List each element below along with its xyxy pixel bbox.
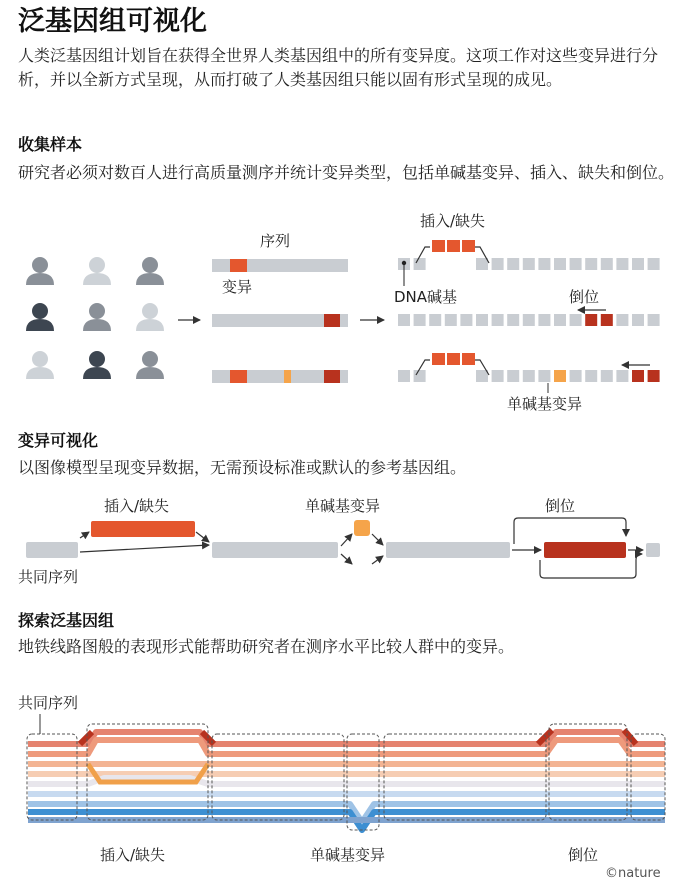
person-icon bbox=[136, 257, 164, 285]
dna-base bbox=[414, 370, 426, 382]
section-heading-visualize: 变异可视化 bbox=[18, 431, 99, 450]
dna-base bbox=[585, 370, 597, 382]
dna-base bbox=[601, 258, 613, 270]
dna-base bbox=[507, 370, 519, 382]
person-icon bbox=[83, 257, 111, 285]
label-inversion-metro: 倒位 bbox=[568, 846, 599, 864]
dna-base bbox=[570, 370, 582, 382]
dna-base bbox=[632, 258, 644, 270]
graph-node-consensus bbox=[26, 542, 78, 558]
label-indel: 插入/缺失 bbox=[420, 212, 486, 230]
dna-base bbox=[632, 370, 644, 382]
label-snv-graph: 单碱基变异 bbox=[305, 497, 381, 515]
dna-base bbox=[492, 258, 504, 270]
person-icon bbox=[26, 303, 54, 331]
label-sequence: 序列 bbox=[260, 232, 291, 250]
dna-base bbox=[538, 370, 550, 382]
dna-base bbox=[492, 314, 504, 326]
page-title: 泛基因组可视化 bbox=[18, 6, 207, 37]
dna-base bbox=[601, 314, 613, 326]
dna-base bbox=[601, 370, 613, 382]
dna-base bbox=[538, 314, 550, 326]
dna-base bbox=[476, 258, 488, 270]
metro-map-diagram bbox=[0, 710, 700, 850]
dna-base bbox=[585, 258, 597, 270]
dna-base bbox=[570, 258, 582, 270]
dna-base bbox=[414, 258, 426, 270]
graph-node-inversion bbox=[544, 542, 626, 558]
intro-paragraph: 人类泛基因组计划旨在获得全世界人类基因组中的所有变异度。这项工作对这些变异进行分析，并以全新方式呈现，从而打破了人类基因组只能以固有形式呈现的成见。 bbox=[18, 46, 659, 89]
section-body-visualize: 以图像模型呈现变异数据，无需预设标准或默认的参考基因组。 bbox=[18, 458, 467, 477]
dna-base bbox=[554, 370, 566, 382]
person-icon bbox=[136, 303, 164, 331]
dna-base bbox=[476, 314, 488, 326]
dna-base bbox=[538, 258, 550, 270]
dna-base bbox=[523, 314, 535, 326]
variant-mark bbox=[230, 370, 247, 383]
dna-base bbox=[616, 370, 628, 382]
graph-node-indel bbox=[91, 521, 195, 537]
dna-base bbox=[585, 314, 597, 326]
person-icon bbox=[83, 303, 111, 331]
graph-node bbox=[212, 542, 338, 558]
section-body-explore: 地铁线路图般的表现形式能帮助研究者在测序水平比较人群中的变异。 bbox=[18, 637, 515, 656]
dna-base bbox=[476, 370, 488, 382]
label-inversion-graph: 倒位 bbox=[545, 497, 576, 515]
dna-base bbox=[492, 370, 504, 382]
person-icon bbox=[26, 257, 54, 285]
label-variant: 变异 bbox=[222, 278, 253, 296]
dna-base bbox=[523, 370, 535, 382]
variant-mark bbox=[324, 370, 340, 383]
dna-base bbox=[616, 314, 628, 326]
variant-mark bbox=[324, 314, 340, 327]
dna-base bbox=[648, 370, 660, 382]
dna-base bbox=[429, 314, 441, 326]
label-consensus-metro: 共同序列 bbox=[18, 694, 79, 712]
dna-base bbox=[523, 258, 535, 270]
nature-logo: ©nature bbox=[605, 866, 661, 881]
person-icons-grid bbox=[26, 257, 164, 379]
label-consensus-graph: 共同序列 bbox=[18, 568, 79, 586]
section-heading-explore: 探索泛基因组 bbox=[18, 611, 115, 630]
person-icon bbox=[26, 351, 54, 379]
dna-base bbox=[398, 370, 410, 382]
label-snv: 单碱基变异 bbox=[507, 395, 583, 413]
person-icon bbox=[83, 351, 111, 379]
variant-mark bbox=[284, 370, 291, 383]
dna-base bbox=[648, 314, 660, 326]
dna-base bbox=[554, 314, 566, 326]
dna-base bbox=[648, 258, 660, 270]
graph-node bbox=[646, 543, 660, 557]
dna-base bbox=[570, 314, 582, 326]
dna-base bbox=[445, 314, 457, 326]
dna-base bbox=[632, 314, 644, 326]
dna-base bbox=[398, 314, 410, 326]
dna-base bbox=[554, 258, 566, 270]
person-icon bbox=[136, 351, 164, 379]
dna-base bbox=[414, 314, 426, 326]
graph-node-snv bbox=[354, 520, 370, 536]
graph-node bbox=[386, 542, 510, 558]
dna-base bbox=[507, 258, 519, 270]
dna-base bbox=[616, 258, 628, 270]
label-inversion: 倒位 bbox=[569, 288, 600, 306]
dna-base bbox=[507, 314, 519, 326]
label-indel-metro: 插入/缺失 bbox=[100, 846, 166, 864]
variant-mark bbox=[230, 259, 247, 272]
label-indel-graph: 插入/缺失 bbox=[104, 497, 170, 515]
label-dna-base: DNA碱基 bbox=[394, 288, 458, 306]
dna-base bbox=[460, 314, 472, 326]
label-snv-metro: 单碱基变异 bbox=[310, 846, 386, 864]
section-heading-collect: 收集样本 bbox=[18, 135, 83, 154]
sample-collection-diagram bbox=[0, 220, 700, 420]
section-body-collect: 研究者必须对数百人进行高质量测序并统计变异类型，包括单碱基变异、插入、缺失和倒位。 bbox=[18, 163, 675, 182]
